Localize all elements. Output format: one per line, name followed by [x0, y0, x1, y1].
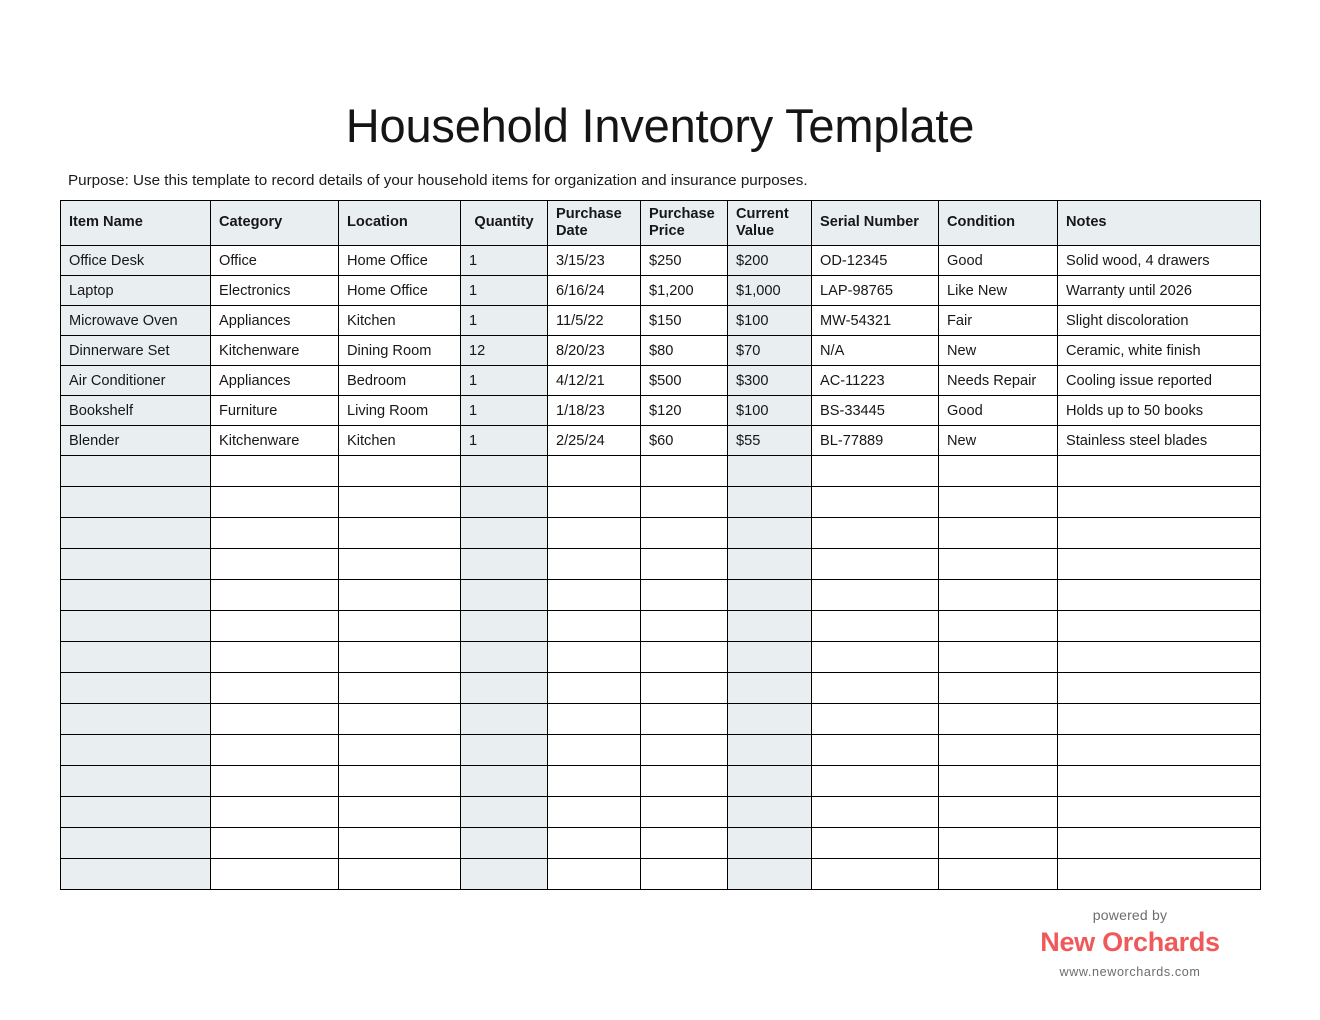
- brand-name: New Orchards: [1040, 927, 1220, 958]
- footer-branding: [1000, 906, 1260, 980]
- cell-purchase-price-empty[interactable]: [641, 859, 728, 890]
- cell-category-empty[interactable]: [211, 456, 339, 487]
- cell-purchase-price-empty[interactable]: [641, 642, 728, 673]
- cell-notes-empty[interactable]: [1058, 859, 1261, 890]
- table-row-empty: [61, 642, 1261, 673]
- cell-quantity-empty[interactable]: [461, 456, 548, 487]
- column-header-purchase-date[interactable]: Purchase Date: [548, 201, 641, 246]
- cell-location[interactable]: Home Office: [339, 276, 461, 306]
- cell-purchase-date-empty[interactable]: [548, 766, 641, 797]
- table-row-empty: [61, 456, 1261, 487]
- cell-notes[interactable]: Holds up to 50 books: [1058, 396, 1261, 426]
- cell-category-empty[interactable]: [211, 487, 339, 518]
- cell-condition-empty[interactable]: [939, 580, 1058, 611]
- cell-serial-number-empty[interactable]: [812, 735, 939, 766]
- cell-serial-number-empty[interactable]: [812, 766, 939, 797]
- cell-condition[interactable]: Needs Repair: [939, 366, 1058, 396]
- cell-item-name[interactable]: Blender: [61, 426, 211, 456]
- cell-purchase-date[interactable]: 11/5/22: [548, 306, 641, 336]
- cell-serial-number[interactable]: AC-11223: [812, 366, 939, 396]
- cell-condition-empty[interactable]: [939, 518, 1058, 549]
- cell-condition[interactable]: New: [939, 336, 1058, 366]
- table-row-empty: [61, 797, 1261, 828]
- cell-current-value[interactable]: $100: [728, 396, 812, 426]
- cell-category-empty[interactable]: [211, 797, 339, 828]
- column-header-notes[interactable]: Notes: [1058, 201, 1261, 246]
- column-header-category[interactable]: Category: [211, 201, 339, 246]
- cell-category-empty[interactable]: [211, 704, 339, 735]
- cell-category[interactable]: Appliances: [211, 306, 339, 336]
- cell-condition-empty[interactable]: [939, 642, 1058, 673]
- cell-notes-empty[interactable]: [1058, 456, 1261, 487]
- cell-category[interactable]: Appliances: [211, 366, 339, 396]
- cell-purchase-price-empty[interactable]: [641, 797, 728, 828]
- cell-condition-empty[interactable]: [939, 456, 1058, 487]
- table-row-empty: [61, 859, 1261, 890]
- cell-location-empty[interactable]: [339, 828, 461, 859]
- cell-current-value-empty[interactable]: [728, 766, 812, 797]
- cell-current-value-empty[interactable]: [728, 611, 812, 642]
- cell-purchase-date-empty[interactable]: [548, 828, 641, 859]
- cell-notes-empty[interactable]: [1058, 487, 1261, 518]
- cell-purchase-price-empty[interactable]: [641, 580, 728, 611]
- cell-serial-number-empty[interactable]: [812, 797, 939, 828]
- cell-current-value-empty[interactable]: [728, 456, 812, 487]
- cell-condition-empty[interactable]: [939, 611, 1058, 642]
- table-row: [61, 276, 1261, 306]
- cell-category[interactable]: Office: [211, 246, 339, 276]
- cell-item-name[interactable]: Laptop: [61, 276, 211, 306]
- cell-item-name-empty[interactable]: [61, 456, 211, 487]
- inventory-table: [60, 200, 1261, 890]
- cell-quantity-empty[interactable]: [461, 673, 548, 704]
- cell-item-name[interactable]: Dinnerware Set: [61, 336, 211, 366]
- cell-purchase-date-empty[interactable]: [548, 487, 641, 518]
- cell-quantity-empty[interactable]: [461, 704, 548, 735]
- cell-quantity[interactable]: 1: [461, 426, 548, 456]
- cell-item-name-empty[interactable]: [61, 828, 211, 859]
- cell-quantity[interactable]: 1: [461, 366, 548, 396]
- cell-category-empty[interactable]: [211, 859, 339, 890]
- table-row: [61, 396, 1261, 426]
- cell-quantity-empty[interactable]: [461, 766, 548, 797]
- cell-purchase-price[interactable]: $500: [641, 366, 728, 396]
- purpose-text: Purpose: Use this template to record details of your household items for organization and insurance purposes.: [68, 172, 808, 189]
- cell-serial-number-empty[interactable]: [812, 611, 939, 642]
- cell-quantity-empty[interactable]: [461, 549, 548, 580]
- cell-purchase-price[interactable]: $250: [641, 246, 728, 276]
- cell-serial-number-empty[interactable]: [812, 580, 939, 611]
- inventory-table-body: [61, 246, 1261, 890]
- cell-current-value-empty[interactable]: [728, 828, 812, 859]
- cell-category-empty[interactable]: [211, 580, 339, 611]
- cell-purchase-date-empty[interactable]: [548, 673, 641, 704]
- page-title: Household Inventory Template: [345, 99, 975, 153]
- cell-condition[interactable]: Good: [939, 396, 1058, 426]
- cell-item-name-empty[interactable]: [61, 859, 211, 890]
- cell-purchase-date[interactable]: 8/20/23: [548, 336, 641, 366]
- cell-serial-number-empty[interactable]: [812, 549, 939, 580]
- cell-current-value-empty[interactable]: [728, 673, 812, 704]
- cell-item-name[interactable]: Microwave Oven: [61, 306, 211, 336]
- cell-item-name[interactable]: Bookshelf: [61, 396, 211, 426]
- cell-notes-empty[interactable]: [1058, 580, 1261, 611]
- cell-item-name-empty[interactable]: [61, 549, 211, 580]
- cell-purchase-price-empty[interactable]: [641, 518, 728, 549]
- cell-notes-empty[interactable]: [1058, 735, 1261, 766]
- table-row-empty: [61, 828, 1261, 859]
- cell-item-name-empty[interactable]: [61, 735, 211, 766]
- cell-current-value-empty[interactable]: [728, 859, 812, 890]
- cell-location-empty[interactable]: [339, 859, 461, 890]
- cell-category-empty[interactable]: [211, 735, 339, 766]
- cell-quantity[interactable]: 1: [461, 306, 548, 336]
- cell-condition-empty[interactable]: [939, 735, 1058, 766]
- cell-quantity[interactable]: 1: [461, 246, 548, 276]
- cell-location-empty[interactable]: [339, 704, 461, 735]
- cell-quantity[interactable]: 1: [461, 276, 548, 306]
- cell-location[interactable]: Living Room: [339, 396, 461, 426]
- cell-purchase-price-empty[interactable]: [641, 611, 728, 642]
- cell-condition-empty[interactable]: [939, 673, 1058, 704]
- table-row-empty: [61, 766, 1261, 797]
- cell-condition-empty[interactable]: [939, 797, 1058, 828]
- cell-purchase-date-empty[interactable]: [548, 735, 641, 766]
- cell-category-empty[interactable]: [211, 673, 339, 704]
- cell-location-empty[interactable]: [339, 487, 461, 518]
- cell-serial-number[interactable]: BS-33445: [812, 396, 939, 426]
- cell-serial-number[interactable]: OD-12345: [812, 246, 939, 276]
- cell-serial-number[interactable]: MW-54321: [812, 306, 939, 336]
- cell-serial-number-empty[interactable]: [812, 673, 939, 704]
- cell-purchase-date[interactable]: 3/15/23: [548, 246, 641, 276]
- table-row-empty: [61, 735, 1261, 766]
- cell-current-value-empty[interactable]: [728, 797, 812, 828]
- cell-quantity[interactable]: 1: [461, 396, 548, 426]
- cell-current-value[interactable]: $200: [728, 246, 812, 276]
- cell-item-name[interactable]: Air Conditioner: [61, 366, 211, 396]
- table-row-empty: [61, 518, 1261, 549]
- column-header-current-value[interactable]: Current Value: [728, 201, 812, 246]
- cell-category[interactable]: Furniture: [211, 396, 339, 426]
- cell-purchase-price[interactable]: $1,200: [641, 276, 728, 306]
- cell-current-value-empty[interactable]: [728, 735, 812, 766]
- cell-location-empty[interactable]: [339, 518, 461, 549]
- cell-current-value[interactable]: $55: [728, 426, 812, 456]
- cell-purchase-price[interactable]: $80: [641, 336, 728, 366]
- cell-notes[interactable]: Slight discoloration: [1058, 306, 1261, 336]
- cell-condition-empty[interactable]: [939, 487, 1058, 518]
- cell-serial-number-empty[interactable]: [812, 828, 939, 859]
- cell-location-empty[interactable]: [339, 611, 461, 642]
- table-row: [61, 366, 1261, 396]
- table-row: [61, 306, 1261, 336]
- cell-item-name-empty[interactable]: [61, 704, 211, 735]
- cell-item-name-empty[interactable]: [61, 673, 211, 704]
- cell-purchase-price[interactable]: $150: [641, 306, 728, 336]
- column-header-location[interactable]: Location: [339, 201, 461, 246]
- cell-quantity-empty[interactable]: [461, 518, 548, 549]
- cell-quantity-empty[interactable]: [461, 828, 548, 859]
- cell-location[interactable]: Dining Room: [339, 336, 461, 366]
- cell-purchase-date-empty[interactable]: [548, 704, 641, 735]
- cell-notes[interactable]: Warranty until 2026: [1058, 276, 1261, 306]
- cell-notes[interactable]: Ceramic, white finish: [1058, 336, 1261, 366]
- column-header-purchase-price[interactable]: Purchase Price: [641, 201, 728, 246]
- cell-location-empty[interactable]: [339, 797, 461, 828]
- cell-purchase-date[interactable]: 4/12/21: [548, 366, 641, 396]
- cell-location-empty[interactable]: [339, 642, 461, 673]
- table-row-empty: [61, 487, 1261, 518]
- cell-current-value[interactable]: $300: [728, 366, 812, 396]
- cell-location-empty[interactable]: [339, 766, 461, 797]
- cell-category-empty[interactable]: [211, 611, 339, 642]
- cell-quantity-empty[interactable]: [461, 735, 548, 766]
- cell-quantity-empty[interactable]: [461, 487, 548, 518]
- cell-serial-number-empty[interactable]: [812, 859, 939, 890]
- cell-quantity-empty[interactable]: [461, 611, 548, 642]
- cell-purchase-price-empty[interactable]: [641, 735, 728, 766]
- cell-notes-empty[interactable]: [1058, 797, 1261, 828]
- table-header-row: [61, 201, 1261, 246]
- cell-purchase-date-empty[interactable]: [548, 549, 641, 580]
- cell-quantity-empty[interactable]: [461, 859, 548, 890]
- cell-location-empty[interactable]: [339, 456, 461, 487]
- cell-category[interactable]: Kitchenware: [211, 336, 339, 366]
- cell-current-value[interactable]: $100: [728, 306, 812, 336]
- cell-notes-empty[interactable]: [1058, 766, 1261, 797]
- cell-item-name-empty[interactable]: [61, 611, 211, 642]
- cell-purchase-price-empty[interactable]: [641, 549, 728, 580]
- cell-current-value-empty[interactable]: [728, 487, 812, 518]
- cell-purchase-price-empty[interactable]: [641, 766, 728, 797]
- cell-purchase-date-empty[interactable]: [548, 456, 641, 487]
- cell-purchase-price[interactable]: $120: [641, 396, 728, 426]
- table-row-empty: [61, 611, 1261, 642]
- table-row-empty: [61, 673, 1261, 704]
- column-header-serial-number[interactable]: Serial Number: [812, 201, 939, 246]
- cell-purchase-price-empty[interactable]: [641, 487, 728, 518]
- cell-purchase-date-empty[interactable]: [548, 580, 641, 611]
- cell-condition[interactable]: Good: [939, 246, 1058, 276]
- cell-purchase-price-empty[interactable]: [641, 828, 728, 859]
- cell-serial-number-empty[interactable]: [812, 518, 939, 549]
- cell-item-name-empty[interactable]: [61, 642, 211, 673]
- cell-purchase-date[interactable]: 2/25/24: [548, 426, 641, 456]
- brand-url[interactable]: www.neworchards.com: [1059, 964, 1201, 979]
- cell-condition[interactable]: Like New: [939, 276, 1058, 306]
- cell-location-empty[interactable]: [339, 735, 461, 766]
- cell-notes-empty[interactable]: [1058, 611, 1261, 642]
- cell-location-empty[interactable]: [339, 549, 461, 580]
- cell-serial-number-empty[interactable]: [812, 456, 939, 487]
- cell-category[interactable]: Electronics: [211, 276, 339, 306]
- cell-item-name-empty[interactable]: [61, 518, 211, 549]
- cell-serial-number-empty[interactable]: [812, 642, 939, 673]
- cell-purchase-price[interactable]: $60: [641, 426, 728, 456]
- cell-quantity-empty[interactable]: [461, 642, 548, 673]
- column-header-condition[interactable]: Condition: [939, 201, 1058, 246]
- cell-category-empty[interactable]: [211, 518, 339, 549]
- cell-notes-empty[interactable]: [1058, 549, 1261, 580]
- cell-location[interactable]: Kitchen: [339, 306, 461, 336]
- cell-item-name-empty[interactable]: [61, 797, 211, 828]
- cell-quantity-empty[interactable]: [461, 580, 548, 611]
- cell-purchase-date-empty[interactable]: [548, 797, 641, 828]
- table-row-empty: [61, 549, 1261, 580]
- cell-quantity[interactable]: 12: [461, 336, 548, 366]
- column-header-item-name[interactable]: Item Name: [61, 201, 211, 246]
- cell-location[interactable]: Kitchen: [339, 426, 461, 456]
- cell-serial-number-empty[interactable]: [812, 704, 939, 735]
- table-row-empty: [61, 704, 1261, 735]
- cell-purchase-date-empty[interactable]: [548, 611, 641, 642]
- table-row: [61, 336, 1261, 366]
- cell-purchase-price-empty[interactable]: [641, 704, 728, 735]
- cell-notes-empty[interactable]: [1058, 704, 1261, 735]
- inventory-table-container: [60, 200, 1260, 890]
- cell-serial-number[interactable]: LAP-98765: [812, 276, 939, 306]
- cell-condition-empty[interactable]: [939, 704, 1058, 735]
- cell-condition-empty[interactable]: [939, 828, 1058, 859]
- cell-current-value-empty[interactable]: [728, 642, 812, 673]
- cell-purchase-date-empty[interactable]: [548, 518, 641, 549]
- cell-item-name[interactable]: Office Desk: [61, 246, 211, 276]
- cell-notes-empty[interactable]: [1058, 673, 1261, 704]
- cell-notes[interactable]: Stainless steel blades: [1058, 426, 1261, 456]
- cell-location[interactable]: Bedroom: [339, 366, 461, 396]
- cell-location-empty[interactable]: [339, 580, 461, 611]
- cell-category-empty[interactable]: [211, 549, 339, 580]
- cell-condition[interactable]: New: [939, 426, 1058, 456]
- cell-category-empty[interactable]: [211, 828, 339, 859]
- cell-item-name-empty[interactable]: [61, 766, 211, 797]
- cell-notes-empty[interactable]: [1058, 518, 1261, 549]
- table-row: [61, 246, 1261, 276]
- cell-current-value[interactable]: $1,000: [728, 276, 812, 306]
- cell-condition-empty[interactable]: [939, 766, 1058, 797]
- cell-serial-number[interactable]: BL-77889: [812, 426, 939, 456]
- cell-purchase-price-empty[interactable]: [641, 673, 728, 704]
- cell-location[interactable]: Home Office: [339, 246, 461, 276]
- cell-current-value-empty[interactable]: [728, 518, 812, 549]
- cell-item-name-empty[interactable]: [61, 580, 211, 611]
- cell-notes-empty[interactable]: [1058, 642, 1261, 673]
- cell-purchase-date-empty[interactable]: [548, 859, 641, 890]
- cell-condition-empty[interactable]: [939, 549, 1058, 580]
- table-row: [61, 426, 1261, 456]
- cell-category-empty[interactable]: [211, 766, 339, 797]
- cell-category[interactable]: Kitchenware: [211, 426, 339, 456]
- cell-notes[interactable]: Cooling issue reported: [1058, 366, 1261, 396]
- cell-quantity-empty[interactable]: [461, 797, 548, 828]
- powered-by-label: powered by: [1092, 907, 1168, 923]
- cell-purchase-date[interactable]: 1/18/23: [548, 396, 641, 426]
- cell-purchase-price-empty[interactable]: [641, 456, 728, 487]
- cell-condition-empty[interactable]: [939, 859, 1058, 890]
- cell-serial-number-empty[interactable]: [812, 487, 939, 518]
- cell-purchase-date[interactable]: 6/16/24: [548, 276, 641, 306]
- cell-purchase-date-empty[interactable]: [548, 642, 641, 673]
- cell-current-value-empty[interactable]: [728, 704, 812, 735]
- cell-category-empty[interactable]: [211, 642, 339, 673]
- column-header-quantity[interactable]: Quantity: [461, 201, 548, 246]
- cell-item-name-empty[interactable]: [61, 487, 211, 518]
- cell-location-empty[interactable]: [339, 673, 461, 704]
- cell-notes[interactable]: Solid wood, 4 drawers: [1058, 246, 1261, 276]
- cell-current-value-empty[interactable]: [728, 580, 812, 611]
- cell-serial-number[interactable]: N/A: [812, 336, 939, 366]
- cell-current-value-empty[interactable]: [728, 549, 812, 580]
- table-row-empty: [61, 580, 1261, 611]
- cell-current-value[interactable]: $70: [728, 336, 812, 366]
- cell-notes-empty[interactable]: [1058, 828, 1261, 859]
- cell-condition[interactable]: Fair: [939, 306, 1058, 336]
